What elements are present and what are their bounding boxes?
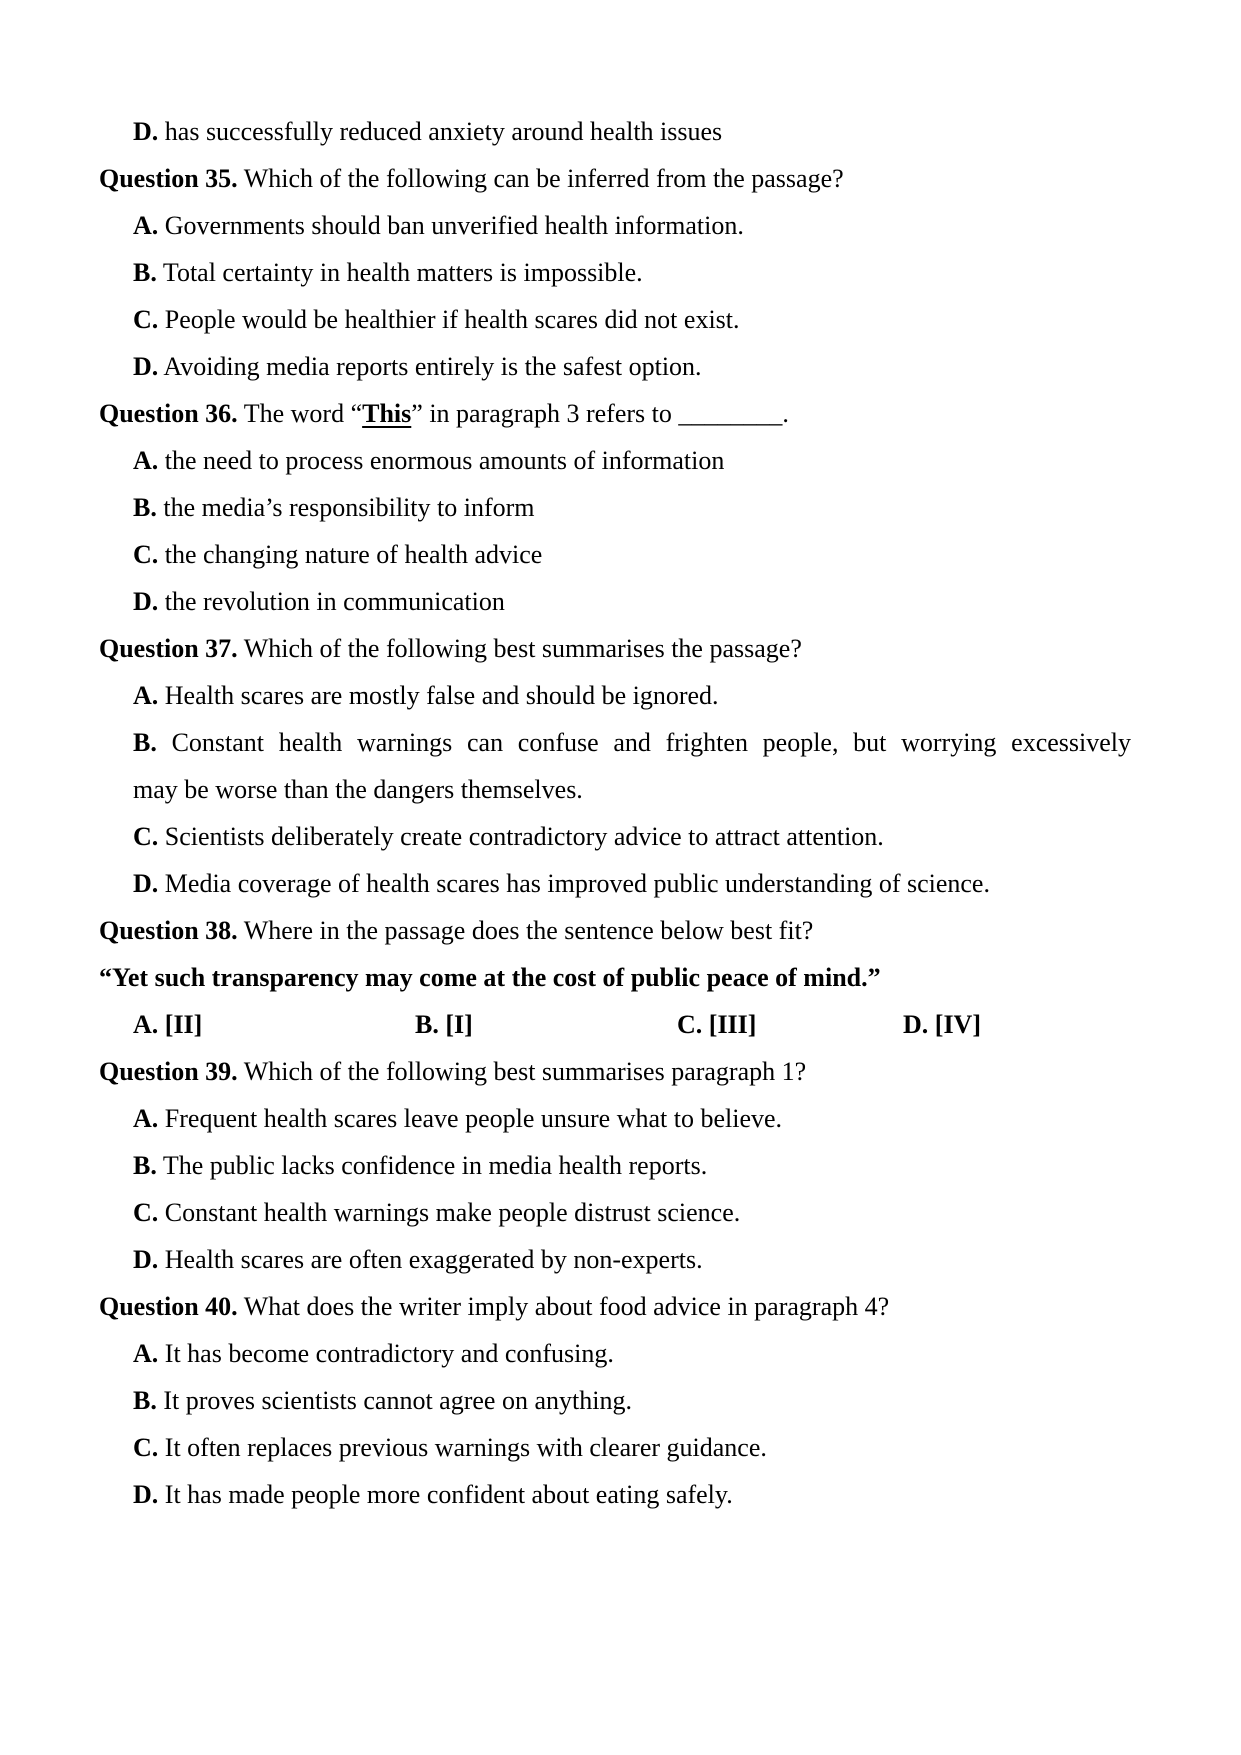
- question-36-option-a: [99, 437, 1131, 484]
- option-letter: B.: [133, 493, 157, 522]
- question-label: Question 37.: [99, 634, 238, 663]
- option-text: Media coverage of health scares has improved public understanding of science.: [164, 869, 990, 898]
- option-text: Frequent health scares leave people unsure what to believe.: [164, 1104, 783, 1133]
- option-text: People would be healthier if health scares did not exist.: [164, 305, 740, 334]
- option-letter: A.: [133, 1339, 159, 1368]
- question-40-option-a: [99, 1330, 1131, 1377]
- option-text: the revolution in communication: [164, 587, 505, 616]
- question-label: Question 40.: [99, 1292, 238, 1321]
- option-letter: D.: [133, 1245, 159, 1274]
- option-letter: B.: [133, 258, 157, 287]
- prompt-prefix: The word “: [243, 399, 363, 428]
- question-39-option-c: [99, 1189, 1131, 1236]
- option-text: Total certainty in health matters is impossible.: [162, 258, 643, 287]
- option-letter: B.: [133, 1151, 157, 1180]
- question-38-option-c: [677, 1001, 903, 1048]
- option-text-line-1: [133, 719, 1131, 766]
- question-37-option-d: [99, 860, 1131, 907]
- question-36-option-b: [99, 484, 1131, 531]
- referenced-word: This: [362, 399, 412, 428]
- question-39-option-a: [99, 1095, 1131, 1142]
- question-38-option-d: [903, 1001, 1131, 1048]
- question-39-option-b: [99, 1142, 1131, 1189]
- option-text: the media’s responsibility to inform: [163, 493, 535, 522]
- option-letter: A.: [133, 1104, 159, 1133]
- option-text: It proves scientists cannot agree on anything.: [163, 1386, 632, 1415]
- question-35-option-d: [99, 343, 1131, 390]
- option-text: It has made people more confident about eating safely.: [164, 1480, 733, 1509]
- question-label: Question 39.: [99, 1057, 238, 1086]
- option-text: the need to process enormous amounts of information: [164, 446, 725, 475]
- question-35-option-a: [99, 202, 1131, 249]
- quoted-sentence: “Yet such transparency may come at the cost of public peace of mind.”: [99, 963, 881, 992]
- option-letter: C.: [133, 540, 159, 569]
- option-text: has successfully reduced anxiety around health issues: [164, 117, 723, 146]
- question-prompt: [244, 399, 789, 428]
- option-text: Health scares are mostly false and should be ignored.: [164, 681, 719, 710]
- question-39-option-d: [99, 1236, 1131, 1283]
- question-label: Question 35.: [99, 164, 238, 193]
- option-letter: D.: [133, 869, 159, 898]
- question-38-options-row: [99, 1001, 1131, 1048]
- question-prompt: What does the writer imply about food advice in paragraph 4?: [243, 1292, 890, 1321]
- question-prompt: Which of the following best summarises the passage?: [243, 634, 802, 663]
- question-prompt: Where in the passage does the sentence below best fit?: [243, 916, 814, 945]
- option-letter: C.: [133, 822, 159, 851]
- option-text: [III]: [708, 1010, 757, 1039]
- question-37: [99, 625, 1131, 672]
- option-text-line-2: may be worse than the dangers themselves.: [133, 775, 583, 804]
- question-39: [99, 1048, 1131, 1095]
- option-text: Avoiding media reports entirely is the safest option.: [163, 352, 702, 381]
- question-37-option-c: [99, 813, 1131, 860]
- option-text: Scientists deliberately create contradictory advice to attract attention.: [164, 822, 884, 851]
- question-prompt: Which of the following best summarises paragraph 1?: [243, 1057, 807, 1086]
- option-letter: B.: [133, 1386, 157, 1415]
- option-text: [IV]: [934, 1010, 981, 1039]
- option-text: Health scares are often exaggerated by non-experts.: [164, 1245, 703, 1274]
- option-letter: D.: [133, 117, 159, 146]
- option-text: It often replaces previous warnings with clearer guidance.: [164, 1433, 767, 1462]
- option-letter: B.: [415, 1010, 439, 1039]
- question-40: [99, 1283, 1131, 1330]
- question-36-option-c: [99, 531, 1131, 578]
- question-35-option-b: [99, 249, 1131, 296]
- question-35: [99, 155, 1131, 202]
- option-letter: D.: [133, 1480, 159, 1509]
- question-36-option-d: [99, 578, 1131, 625]
- question-38-option-b: [415, 1001, 677, 1048]
- option-letter: C.: [133, 1433, 159, 1462]
- option-letter: D.: [903, 1010, 929, 1039]
- option-text: Constant health warnings make people distrust science.: [164, 1198, 741, 1227]
- option-text: [II]: [164, 1010, 203, 1039]
- option-letter: C.: [133, 305, 159, 334]
- continued-option-d: [99, 108, 1131, 155]
- question-40-option-b: [99, 1377, 1131, 1424]
- option-letter: A.: [133, 211, 159, 240]
- question-37-option-a: [99, 672, 1131, 719]
- question-37-option-b: [99, 719, 1131, 813]
- option-letter: A.: [133, 446, 159, 475]
- question-label: Question 38.: [99, 916, 238, 945]
- option-text: The public lacks confidence in media health reports.: [162, 1151, 708, 1180]
- question-40-option-d: [99, 1471, 1131, 1518]
- option-letter: A.: [133, 1010, 159, 1039]
- option-text: [I]: [445, 1010, 473, 1039]
- option-text: It has become contradictory and confusing.: [164, 1339, 614, 1368]
- question-38-option-a: [133, 1001, 415, 1048]
- option-letter: D.: [133, 587, 159, 616]
- question-prompt: Which of the following can be inferred from the passage?: [243, 164, 844, 193]
- question-36: [99, 390, 1131, 437]
- prompt-suffix-with-blank: ” in paragraph 3 refers to ________.: [411, 399, 789, 428]
- option-text: the changing nature of health advice: [164, 540, 543, 569]
- option-letter: C.: [133, 1198, 159, 1227]
- question-40-option-c: [99, 1424, 1131, 1471]
- option-letter: D.: [133, 352, 159, 381]
- option-text: Governments should ban unverified health information.: [164, 211, 744, 240]
- question-38: [99, 907, 1131, 954]
- option-letter: C.: [677, 1010, 703, 1039]
- option-letter: B.: [133, 728, 157, 757]
- question-label: Question 36.: [99, 399, 238, 428]
- option-text: Constant health warnings can confuse and frighten people, but worrying excessively: [171, 728, 1131, 757]
- option-letter: A.: [133, 681, 159, 710]
- question-35-option-c: [99, 296, 1131, 343]
